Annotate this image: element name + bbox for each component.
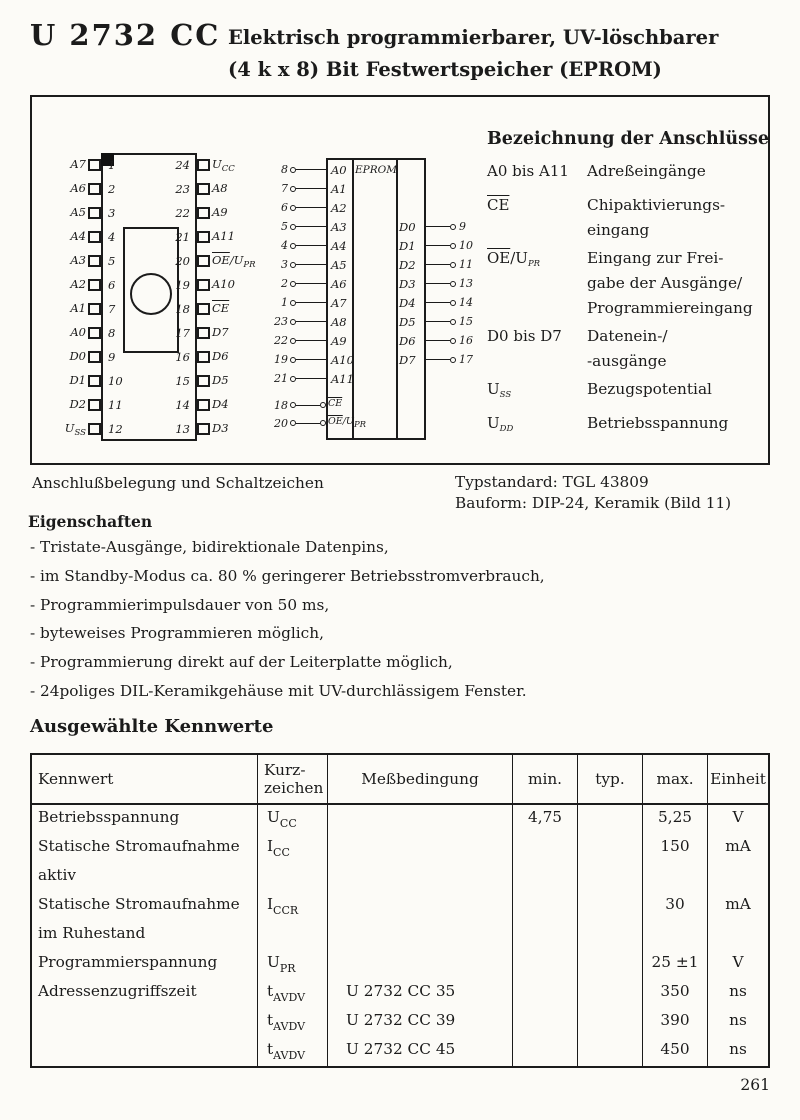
cell-kurzzeichen: $t_{AVDV}$ (257, 1037, 327, 1066)
features-list (30, 538, 750, 711)
wire (296, 378, 326, 379)
logic-control-row (270, 414, 430, 432)
legend-term: A0 bis A11 (487, 162, 569, 180)
cell-max (642, 921, 707, 950)
cell-typ (577, 921, 642, 950)
pin-stub-right (197, 303, 210, 315)
dip-pin-row (56, 153, 256, 177)
pin-label-left: D1 (69, 372, 86, 387)
cell-einheit: ns (707, 979, 768, 1008)
legend-description: Datenein-/ -ausgänge (587, 327, 668, 370)
col-header-einheit: Einheit (707, 755, 768, 803)
dip-pin-row (56, 297, 256, 321)
pin-number-left: 1 (108, 158, 116, 172)
feature-item: - Tristate-Ausgänge, bidirektionale Datenpins, (30, 538, 389, 556)
cell-kennwert: im Ruhestand (38, 924, 146, 942)
cell-messbedingung: U 2732 CC 35 (327, 979, 512, 1008)
table-row (32, 950, 768, 979)
pin-number-left: 4 (108, 230, 116, 244)
cell-messbedingung (327, 921, 512, 950)
logic-symbol-title: EPROM (355, 164, 397, 176)
pin-number-left: 9 (108, 350, 116, 364)
figure-caption: Anschlußbelegung und Schaltzeichen (32, 474, 324, 492)
cell-messbedingung (327, 834, 512, 863)
cell-einheit (707, 921, 768, 950)
cell-max: 30 (642, 892, 707, 921)
pin-label-left: D2 (69, 396, 86, 411)
cell-min (512, 979, 577, 1008)
cell-einheit: V (707, 950, 768, 979)
legend-description: Betriebsspannung (587, 414, 729, 432)
cell-kennwert: Statische Stromaufnahme (38, 837, 240, 855)
cell-kennwert (32, 1008, 257, 1037)
wire (426, 283, 450, 284)
pin-stub-right (197, 399, 210, 411)
pin-stub-right (197, 183, 210, 195)
legend-item (487, 411, 769, 442)
wire (426, 245, 450, 246)
cell-kurzzeichen (257, 863, 327, 892)
wire (296, 359, 326, 360)
pin-number-right: 21 (175, 230, 190, 244)
wire (296, 321, 326, 322)
input-signal-label: A1 (331, 181, 347, 196)
pin-number-right: 24 (175, 158, 190, 172)
logic-data-outputs (394, 217, 488, 369)
typstandard-line: Typstandard: TGL 43809 (455, 473, 649, 491)
pin-label-right: $\overline{OE}/U_{PR}$ (212, 252, 256, 270)
input-signal-label: A2 (331, 200, 347, 215)
input-pin-number: 22 (274, 334, 288, 347)
cell-einheit: mA (707, 892, 768, 921)
pin-number-right: 20 (175, 254, 190, 268)
control-pin-number: 20 (274, 416, 288, 430)
pin-label-left: A1 (70, 300, 86, 315)
output-signal-label: D0 (399, 219, 416, 234)
pin-number-right: 23 (175, 182, 190, 196)
output-pin-number: 14 (459, 296, 473, 309)
output-signal-label: D5 (399, 314, 416, 329)
pin-label-left: A2 (70, 276, 86, 291)
feature-item: - 24poliges DIL-Keramikgehäuse mit UV-durchlässigem Fenster. (30, 681, 527, 700)
cell-einheit: ns (707, 1008, 768, 1037)
output-signal-label: D7 (399, 352, 416, 367)
output-signal-label: D1 (399, 238, 416, 253)
features-heading: Eigenschaften (28, 512, 153, 531)
input-signal-label: A0 (331, 162, 347, 177)
legend-item (487, 246, 769, 321)
cell-max: 350 (642, 979, 707, 1008)
pin-label-right: A10 (212, 276, 235, 291)
pin-number-right: 15 (175, 374, 190, 388)
cell-typ (577, 805, 642, 834)
pin-stub-left (88, 303, 101, 315)
wire (296, 245, 326, 246)
table-body (32, 805, 768, 1066)
wire (296, 283, 326, 284)
wire (296, 226, 326, 227)
cell-typ (577, 979, 642, 1008)
feature-item: - Programmierung direkt auf der Leiterplatte möglich, (30, 653, 453, 672)
logic-output-row (394, 255, 488, 274)
legend-description: Chipaktivierungs- eingang (587, 196, 726, 239)
cell-kurzzeichen: $I_{CC}$ (257, 834, 327, 863)
cell-max (642, 863, 707, 892)
pin-label-right: A11 (212, 228, 235, 243)
dip-pin-row (56, 225, 256, 249)
cell-max: 25 ±1 (642, 950, 707, 979)
cell-messbedingung (327, 892, 512, 921)
pin-label-left: A7 (70, 156, 86, 171)
pin-stub-left (88, 351, 101, 363)
dip-pin-row (56, 321, 256, 345)
legend-item (487, 324, 769, 374)
cell-min (512, 834, 577, 863)
legend-term: $\overline{CE}$ (487, 196, 510, 214)
dip-pin-row (56, 369, 256, 393)
input-pin-number: 19 (274, 353, 288, 366)
input-signal-label: A8 (331, 314, 347, 329)
cell-kurzzeichen: $t_{AVDV}$ (257, 979, 327, 1008)
pin-label-left: A4 (70, 228, 86, 243)
output-signal-label: D6 (399, 333, 416, 348)
input-pin-number: 5 (281, 220, 288, 233)
table-heading: Ausgewählte Kennwerte (30, 716, 274, 737)
wire (426, 359, 450, 360)
standard-info (455, 472, 731, 514)
logic-output-row (394, 274, 488, 293)
cell-kurzzeichen: $I_{CCR}$ (257, 892, 327, 921)
pin-stub-left (88, 423, 101, 435)
legend-items (487, 159, 769, 442)
cell-min: 4,75 (512, 805, 577, 834)
wire (426, 340, 450, 341)
cell-min (512, 863, 577, 892)
pin-label-right: $\overline{CE}$ (212, 300, 230, 315)
logic-input-row (270, 198, 430, 217)
input-pin-number: 21 (274, 372, 288, 385)
table-row (32, 979, 768, 1008)
wire (296, 188, 326, 189)
control-pin-number: 18 (274, 398, 288, 412)
page-number: 261 (740, 1076, 770, 1094)
dip-pin-row (56, 345, 256, 369)
dip-pin-row (56, 249, 256, 273)
input-signal-label: A5 (331, 257, 347, 272)
cell-min (512, 950, 577, 979)
pin-stub-left (88, 399, 101, 411)
pin-label-left: $U_{SS}$ (64, 420, 86, 438)
cell-einheit: mA (707, 834, 768, 863)
dip-pin-rows (56, 153, 256, 441)
output-pin-number: 16 (459, 334, 473, 347)
pin-label-left: D0 (69, 348, 86, 363)
pin-stub-right (197, 279, 210, 291)
pin-stub-right (197, 327, 210, 339)
legend-description: Bezugspotential (587, 380, 712, 398)
logic-output-row (394, 331, 488, 350)
feature-item: - Programmierimpulsdauer von 50 ms, (30, 595, 330, 614)
cell-typ (577, 863, 642, 892)
cell-max: 450 (642, 1037, 707, 1066)
wire (426, 226, 450, 227)
dip-package-diagram (56, 153, 256, 443)
input-pin-number: 7 (281, 182, 288, 195)
cell-messbedingung (327, 950, 512, 979)
pin-number-left: 6 (108, 278, 116, 292)
output-signal-label: D3 (399, 276, 416, 291)
table-header-row (32, 755, 768, 805)
pin-stub-right (197, 423, 210, 435)
input-signal-label: A10 (331, 352, 354, 367)
output-pin-number: 11 (459, 258, 473, 271)
input-signal-label: A9 (331, 333, 347, 348)
table-row (32, 921, 768, 950)
feature-item: - im Standby-Modus ca. 80 % geringerer Betriebsstromverbrauch, (30, 566, 545, 585)
pin-label-left: A0 (70, 324, 86, 339)
kennwerte-table (30, 753, 770, 1068)
legend-description: Adreßeingänge (587, 162, 706, 180)
cell-kennwert: Adressenzugriffszeit (38, 982, 197, 1000)
figure-pinout-box (30, 95, 770, 465)
col-header-messbedingung: Meßbedingung (327, 755, 512, 803)
logic-symbol-diagram (270, 152, 488, 452)
wire (296, 302, 326, 303)
input-pin-number: 4 (281, 239, 288, 252)
logic-input-row (270, 179, 430, 198)
pin-stub-left (88, 327, 101, 339)
pin-stub-right (197, 159, 210, 171)
dip-pin-row (56, 177, 256, 201)
legend-item (487, 193, 769, 243)
dip-pin-row (56, 393, 256, 417)
cell-kennwert: aktiv (38, 866, 77, 884)
cell-min (512, 1008, 577, 1037)
pin-number-left: 7 (108, 302, 116, 316)
legend-term: D0 bis D7 (487, 327, 562, 345)
output-pin-number: 13 (459, 277, 473, 290)
cell-kennwert: Betriebsspannung (38, 808, 180, 826)
pin-number-left: 12 (108, 422, 123, 436)
input-signal-label: A3 (331, 219, 347, 234)
pin-number-left: 11 (108, 398, 123, 412)
bauform-line: Bauform: DIP-24, Keramik (Bild 11) (455, 494, 732, 512)
pin-number-left: 10 (108, 374, 123, 388)
pin-stub-left (88, 255, 101, 267)
cell-typ (577, 1037, 642, 1066)
pin-stub-right (197, 375, 210, 387)
input-signal-label: A4 (331, 238, 347, 253)
logic-output-row (394, 293, 488, 312)
col-header-max: max. (642, 755, 707, 803)
pin-number-right: 18 (175, 302, 190, 316)
pin-stub-left (88, 183, 101, 195)
cell-kennwert (32, 1037, 257, 1066)
cell-messbedingung: U 2732 CC 39 (327, 1008, 512, 1037)
pin-label-left: A6 (70, 180, 86, 195)
cell-messbedingung (327, 863, 512, 892)
input-signal-label: A7 (331, 295, 347, 310)
pin-number-left: 2 (108, 182, 116, 196)
table-row (32, 834, 768, 863)
pin-number-left: 8 (108, 326, 116, 340)
page-title-line1: Elektrisch programmierbarer, UV-löschbarer (228, 26, 719, 49)
legend-description: Eingang zur Frei- gabe der Ausgänge/ Programmiereingang (587, 249, 753, 317)
pin-stub-left (88, 279, 101, 291)
col-header-kurzzeichen: Kurz- zeichen (257, 755, 327, 803)
pin-number-right: 17 (175, 326, 190, 340)
input-pin-number: 1 (281, 296, 288, 309)
page-title-line2: (4 k x 8) Bit Festwertspeicher (EPROM) (228, 58, 662, 81)
legend-term: $\overline{OE}/U_{PR}$ (487, 249, 541, 269)
pin-label-right: D3 (212, 420, 229, 435)
pin-stub-right (197, 255, 210, 267)
logic-control-inputs (270, 396, 430, 432)
pin-label-right: A8 (212, 180, 228, 195)
dip-pin-row (56, 273, 256, 297)
pin-stub-right (197, 207, 210, 219)
cell-messbedingung: U 2732 CC 45 (327, 1037, 512, 1066)
logic-output-row (394, 236, 488, 255)
input-pin-number: 2 (281, 277, 288, 290)
cell-kurzzeichen (257, 921, 327, 950)
output-pin-number: 10 (459, 239, 473, 252)
wire (296, 169, 326, 170)
cell-max: 150 (642, 834, 707, 863)
logic-control-row (270, 396, 430, 414)
pin-label-right: D7 (212, 324, 229, 339)
table-row (32, 1008, 768, 1037)
input-pin-number: 3 (281, 258, 288, 271)
wire (426, 302, 450, 303)
output-signal-label: D2 (399, 257, 416, 272)
output-pin-number: 15 (459, 315, 473, 328)
logic-output-row (394, 312, 488, 331)
pin-stub-left (88, 375, 101, 387)
pin-label-left: A5 (70, 204, 86, 219)
cell-typ (577, 834, 642, 863)
dip-pin-row (56, 417, 256, 441)
pin-stub-right (197, 231, 210, 243)
pin-stub-right (197, 351, 210, 363)
output-signal-label: D4 (399, 295, 416, 310)
logic-input-row (270, 160, 430, 179)
pin-label-right: $U_{CC}$ (212, 156, 235, 174)
cell-min (512, 892, 577, 921)
pin-stub-left (88, 159, 101, 171)
wire (296, 405, 320, 406)
logic-input-row (270, 369, 430, 388)
cell-kurzzeichen: $t_{AVDV}$ (257, 1008, 327, 1037)
cell-typ (577, 950, 642, 979)
cell-max: 390 (642, 1008, 707, 1037)
pin-number-right: 16 (175, 350, 190, 364)
logic-output-row (394, 350, 488, 369)
cell-einheit: V (707, 805, 768, 834)
legend-term: $U_{DD}$ (487, 414, 514, 434)
table-row (32, 863, 768, 892)
pin-label-right: D5 (212, 372, 229, 387)
wire (296, 207, 326, 208)
dip-pin-row (56, 201, 256, 225)
pin-label-left: A3 (70, 252, 86, 267)
wire (296, 423, 320, 424)
input-signal-label: A6 (331, 276, 347, 291)
table-row (32, 892, 768, 921)
pin-number-right: 22 (175, 206, 190, 220)
table-row (32, 1037, 768, 1066)
legend-item (487, 159, 769, 190)
wire (426, 321, 450, 322)
pin-label-right: D6 (212, 348, 229, 363)
input-pin-number: 8 (281, 163, 288, 176)
wire (296, 340, 326, 341)
col-header-kennwert: Kennwert (38, 770, 114, 788)
cell-min (512, 1037, 577, 1066)
control-signal-label: $\overline{CE}$ (328, 398, 343, 409)
pin-stub-left (88, 231, 101, 243)
pin-number-left: 5 (108, 254, 116, 268)
legend-item (487, 377, 769, 408)
output-pin-number: 17 (459, 353, 473, 366)
cell-kurzzeichen: $U_{CC}$ (257, 805, 327, 834)
cell-einheit (707, 863, 768, 892)
control-signal-label: $\overline{OE}$/UPR (328, 416, 367, 430)
cell-kurzzeichen: $U_{PR}$ (257, 950, 327, 979)
col-header-typ: typ. (577, 755, 642, 803)
pin-label-right: A9 (212, 204, 228, 219)
wire (296, 264, 326, 265)
legend-title: Bezeichnung der Anschlüsse (487, 129, 769, 149)
output-pin-number: 9 (459, 220, 466, 233)
input-pin-number: 23 (274, 315, 288, 328)
col-header-min: min. (512, 755, 577, 803)
pin-legend (487, 129, 769, 445)
cell-min (512, 921, 577, 950)
cell-messbedingung (327, 805, 512, 834)
input-pin-number: 6 (281, 201, 288, 214)
table-row (32, 805, 768, 834)
cell-einheit: ns (707, 1037, 768, 1066)
pin-stub-left (88, 207, 101, 219)
cell-kennwert: Programmierspannung (38, 953, 218, 971)
cell-kennwert: Statische Stromaufnahme (38, 895, 240, 913)
cell-max: 5,25 (642, 805, 707, 834)
pin-label-right: D4 (212, 396, 229, 411)
logic-output-row (394, 217, 488, 236)
pin-number-right: 14 (175, 398, 190, 412)
pin-number-left: 3 (108, 206, 116, 220)
wire (426, 264, 450, 265)
input-signal-label: A11 (331, 371, 354, 386)
cell-typ (577, 892, 642, 921)
cell-typ (577, 1008, 642, 1037)
pin-number-right: 13 (175, 422, 190, 436)
pin-number-right: 19 (175, 278, 190, 292)
feature-item: - byteweises Programmieren möglich, (30, 624, 324, 643)
legend-term: $U_{SS}$ (487, 380, 512, 400)
part-number: U 2732 CC (30, 18, 221, 52)
